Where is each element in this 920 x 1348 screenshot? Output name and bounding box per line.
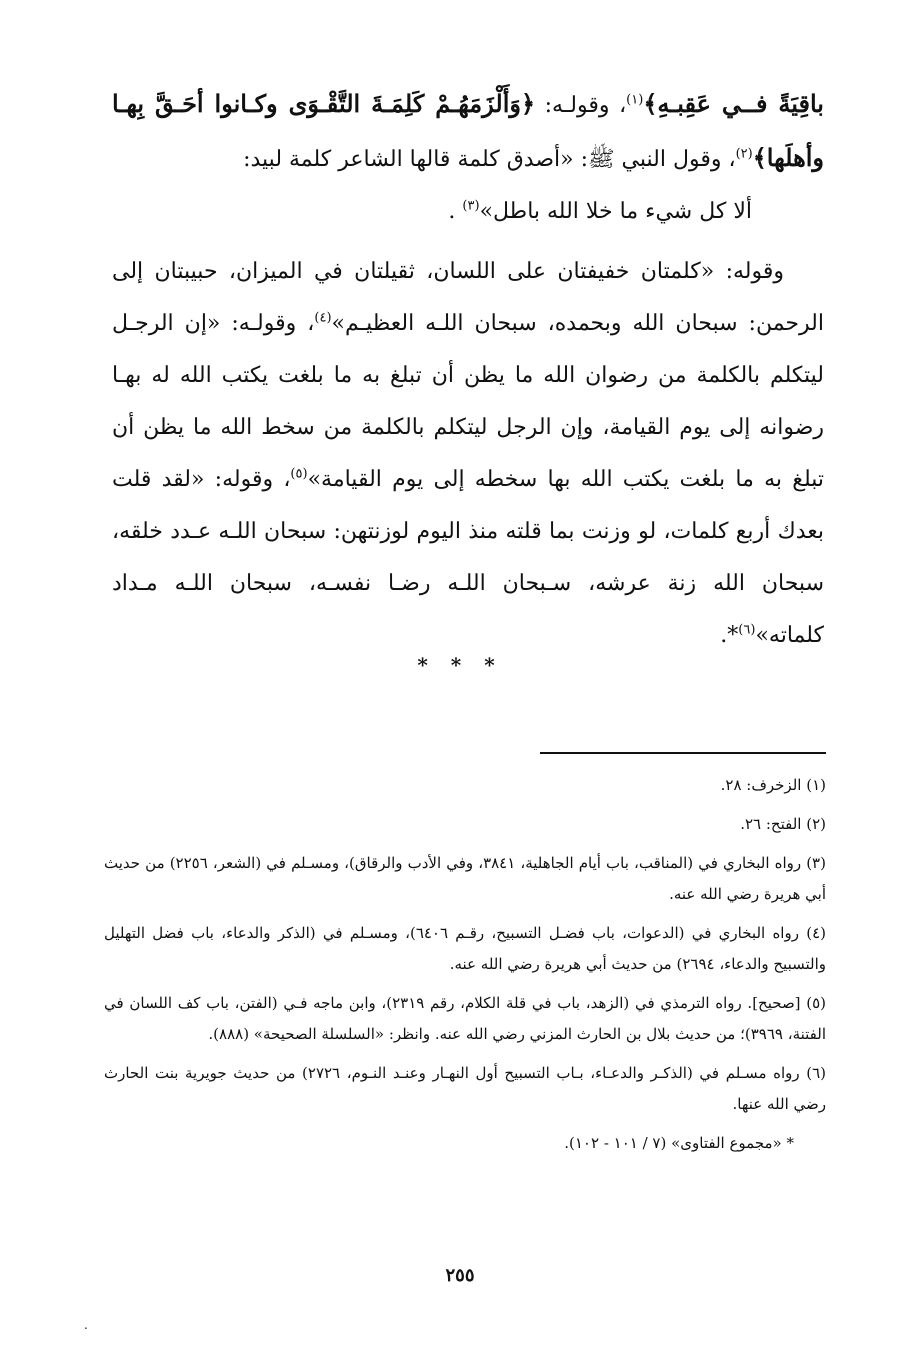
footnote-source: * «مجموع الفتاوى» (٧ / ١٠١ - ١٠٢). xyxy=(564,1134,794,1152)
footnote-ref-2: (٢) xyxy=(735,146,753,162)
footnote-2: (٢) الفتح: ٢٦. xyxy=(740,815,826,833)
hadith-paragraph xyxy=(112,246,824,662)
footnote-4: (٤) رواه البخاري في (الدعوات، باب فضـل التسبيح، رقـم ٦٤٠٦)، ومسـلم في (الذكر والدعاء، باب فضل التهليل والتسبيح والدعاء، ٢٦٩٤) من حديث أبي هريرة رضي الله عنه. xyxy=(104,924,826,973)
footnote-ref-6: (٦) xyxy=(738,622,756,638)
verse-text: ألا كل شيء ما خلا الله باطل» xyxy=(479,199,752,224)
footnote-ref-5: (٥) xyxy=(290,466,308,482)
footnote-divider xyxy=(540,752,826,754)
footnotes xyxy=(104,770,826,1167)
main-text xyxy=(112,78,824,662)
paragraph-end: *. xyxy=(720,623,739,648)
quran-quote-1: باقِيَةً فــي عَقِبـهِ﴾ xyxy=(643,89,824,118)
text-segment: ، وقولـه: xyxy=(535,93,627,118)
footnote-1: (١) الزخرف: ٢٨. xyxy=(720,776,826,794)
text-segment: ، وقول النبي ﷺ: «أصدق كلمة قالها الشاعر كلمة لبيد: xyxy=(243,147,736,172)
stray-mark: . xyxy=(84,1318,88,1332)
verse-end: . xyxy=(448,199,463,224)
text-segment: وقوله: «كلمتان خفيفتان على اللسان، ثقيلتان في الميزان، حبيبتان إلى الرحمن: سبحان الله وبحمده، سبحان اللـه العظيـم» xyxy=(112,259,824,336)
footnote-3: (٣) رواه البخاري في (المناقب، باب أيام الجاهلية، ٣٨٤١، وفي الأدب والرقاق)، ومسـلم في (الشعر، ٢٢٥٦) من حديث أبي هريرة رضي الله عنه. xyxy=(104,854,826,903)
text-segment: ، وقوله: «لقد قلت بعدك أربع كلمات، لو وزنت بما قلته منذ اليوم لوزنتهن: سبحان اللـه عـدد خلقه، سبحان الله زنة عرشه، سـبحان اللـه رضـا نفسـه، سبحان اللـه مـداد كلماته» xyxy=(112,467,824,648)
quran-quote-2: ﴿وَأَلْزَمَهُـمْ كَلِمَـةَ التَّقْـوَى وكـانوا أحَـقَّ بِهـا وأهلَها﴾ xyxy=(112,89,824,172)
text-segment: ، وقولـه: «إن الرجـل ليتكلم بالكلمة من رضوان الله ما يظن أن تبلغ به ما بلغت يكتب الله له بهـا رضوانه إلى يوم القيامة، وإن الرجل ليتكلم بالكلمة من سخط الله ما يظن أن تبلغ به ما بلغت يكتب الله بها سخطه إلى يوم القيامة» xyxy=(112,311,825,492)
opening-paragraph xyxy=(112,78,824,186)
footnote-ref-1: (١) xyxy=(626,92,644,108)
section-separator: * * * xyxy=(417,653,503,677)
page-number: ٢٥٥ xyxy=(445,1265,475,1286)
footnote-ref-3: (٣) xyxy=(462,198,480,214)
footnote-5: (٥) [صحيح]. رواه الترمذي في (الزهد، باب في قلة الكلام، رقم ٢٣١٩)، وابن ماجه فـي (الفتن، باب كف اللسان في الفتنة، ٣٩٦٩)؛ من حديث بلال بن الحارث المزني رضي الله عنه. وانظر: «السلسلة الصحيحة» (٨٨٨). xyxy=(104,994,827,1043)
poetry-verse xyxy=(112,186,824,238)
footnote-ref-4: (٤) xyxy=(314,310,332,326)
footnote-6: (٦) رواه مسـلم في (الذكـر والدعـاء، بـاب التسبيح أول النهـار وعنـد النـوم، ٢٧٢٦) من حديث جويرية بنت الحارث رضي الله عنها. xyxy=(104,1064,826,1113)
